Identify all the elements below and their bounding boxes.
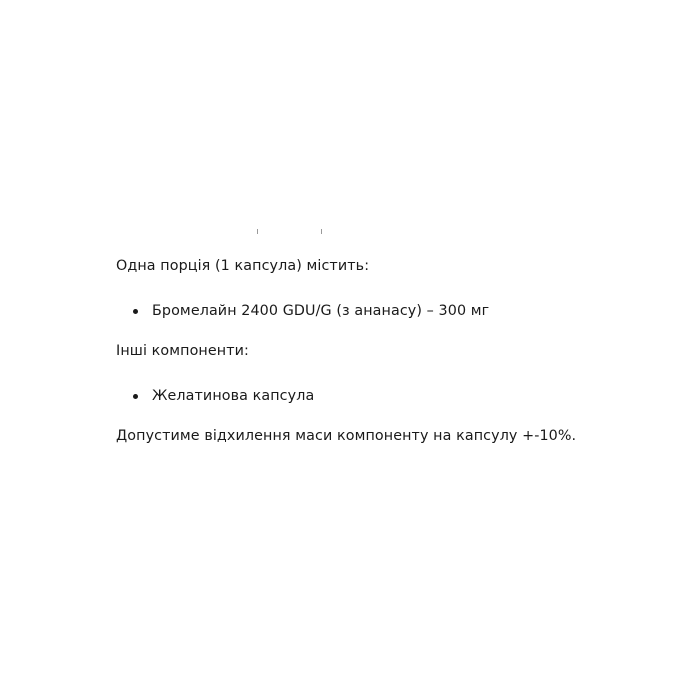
list-item bbox=[116, 386, 314, 406]
list-item bbox=[116, 301, 489, 321]
serving-heading: Одна порція (1 капсула) містить: bbox=[116, 258, 370, 274]
bullet-icon bbox=[133, 394, 138, 399]
serving-ingredients-list bbox=[116, 301, 489, 321]
other-components-heading: Інші компоненти: bbox=[116, 343, 249, 359]
ingredient-text: Желатинова капсула bbox=[152, 388, 315, 404]
decorative-mark bbox=[321, 229, 322, 234]
bullet-icon bbox=[133, 309, 138, 314]
other-components-list bbox=[116, 386, 314, 406]
ingredient-text: Бромелайн 2400 GDU/G (з ананасу) – 300 мг bbox=[152, 303, 490, 319]
decorative-mark bbox=[257, 229, 258, 234]
tolerance-note: Допустиме відхилення маси компоненту на капсулу +-10%. bbox=[116, 428, 577, 444]
